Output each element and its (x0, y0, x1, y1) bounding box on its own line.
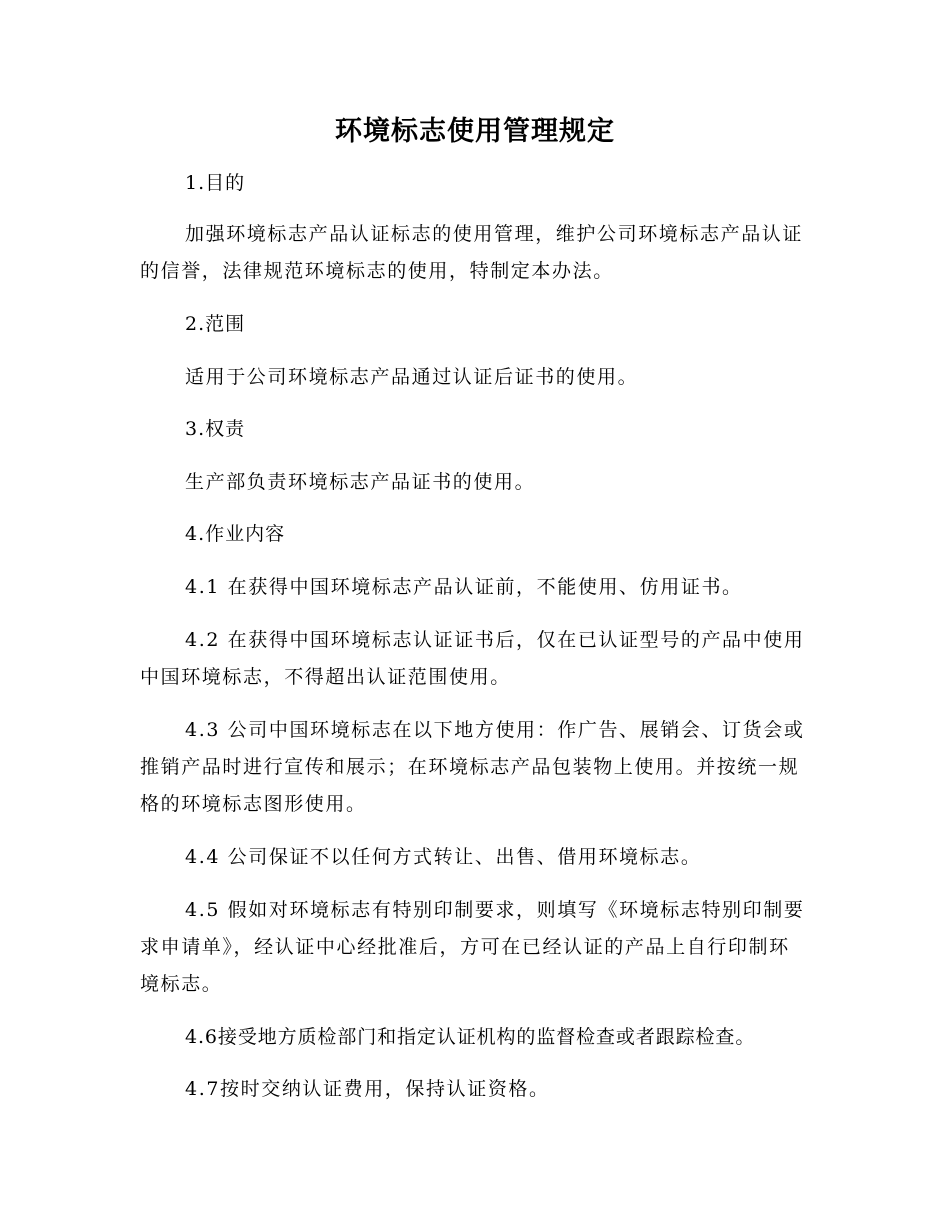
paragraph-purpose: 加强环境标志产品认证标志的使用管理，维护公司环境标志产品认证的信誉，法律规范环境标志的使用，特制定本办法。 (140, 223, 804, 282)
document-title: 环境标志使用管理规定 (335, 116, 615, 147)
section-heading-responsibility: 3.权责 (185, 418, 246, 440)
paragraph-scope: 适用于公司环境标志产品通过认证后证书的使用。 (185, 366, 639, 388)
paragraph-4-4: 4.4 公司保证不以任何方式转让、出售、借用环境标志。 (185, 846, 702, 868)
section-heading-work-content: 4.作业内容 (185, 523, 286, 545)
paragraph-responsibility: 生产部负责环境标志产品证书的使用。 (185, 471, 536, 493)
paragraph-4-1: 4.1 在获得中国环境标志产品认证前，不能使用、仿用证书。 (185, 576, 743, 598)
paragraph-4-6: 4.6接受地方质检部门和指定认证机构的监督检查或者跟踪检查。 (185, 1026, 756, 1048)
paragraph-4-2: 4.2 在获得中国环境标志认证证书后，仅在已认证型号的产品中使用中国环境标志，不得超出认证范围使用。 (140, 629, 805, 688)
paragraph-4-7: 4.7按时交纳认证费用，保持认证资格。 (185, 1078, 550, 1100)
paragraph-4-5: 4.5 假如对环境标志有特别印制要求，则填写《环境标志特别印制要求申请单》，经认证中心经批准后，方可在已经认证的产品上自行印制环境标志。 (140, 899, 805, 995)
section-heading-scope: 2.范围 (185, 313, 246, 335)
section-heading-purpose: 1.目的 (185, 172, 246, 194)
paragraph-4-3: 4.3 公司中国环境标志在以下地方使用：作广告、展销会、订货会或推销产品时进行宣传和展示；在环境标志产品包装物上使用。并按统一规格的环境标志图形使用。 (140, 719, 805, 815)
